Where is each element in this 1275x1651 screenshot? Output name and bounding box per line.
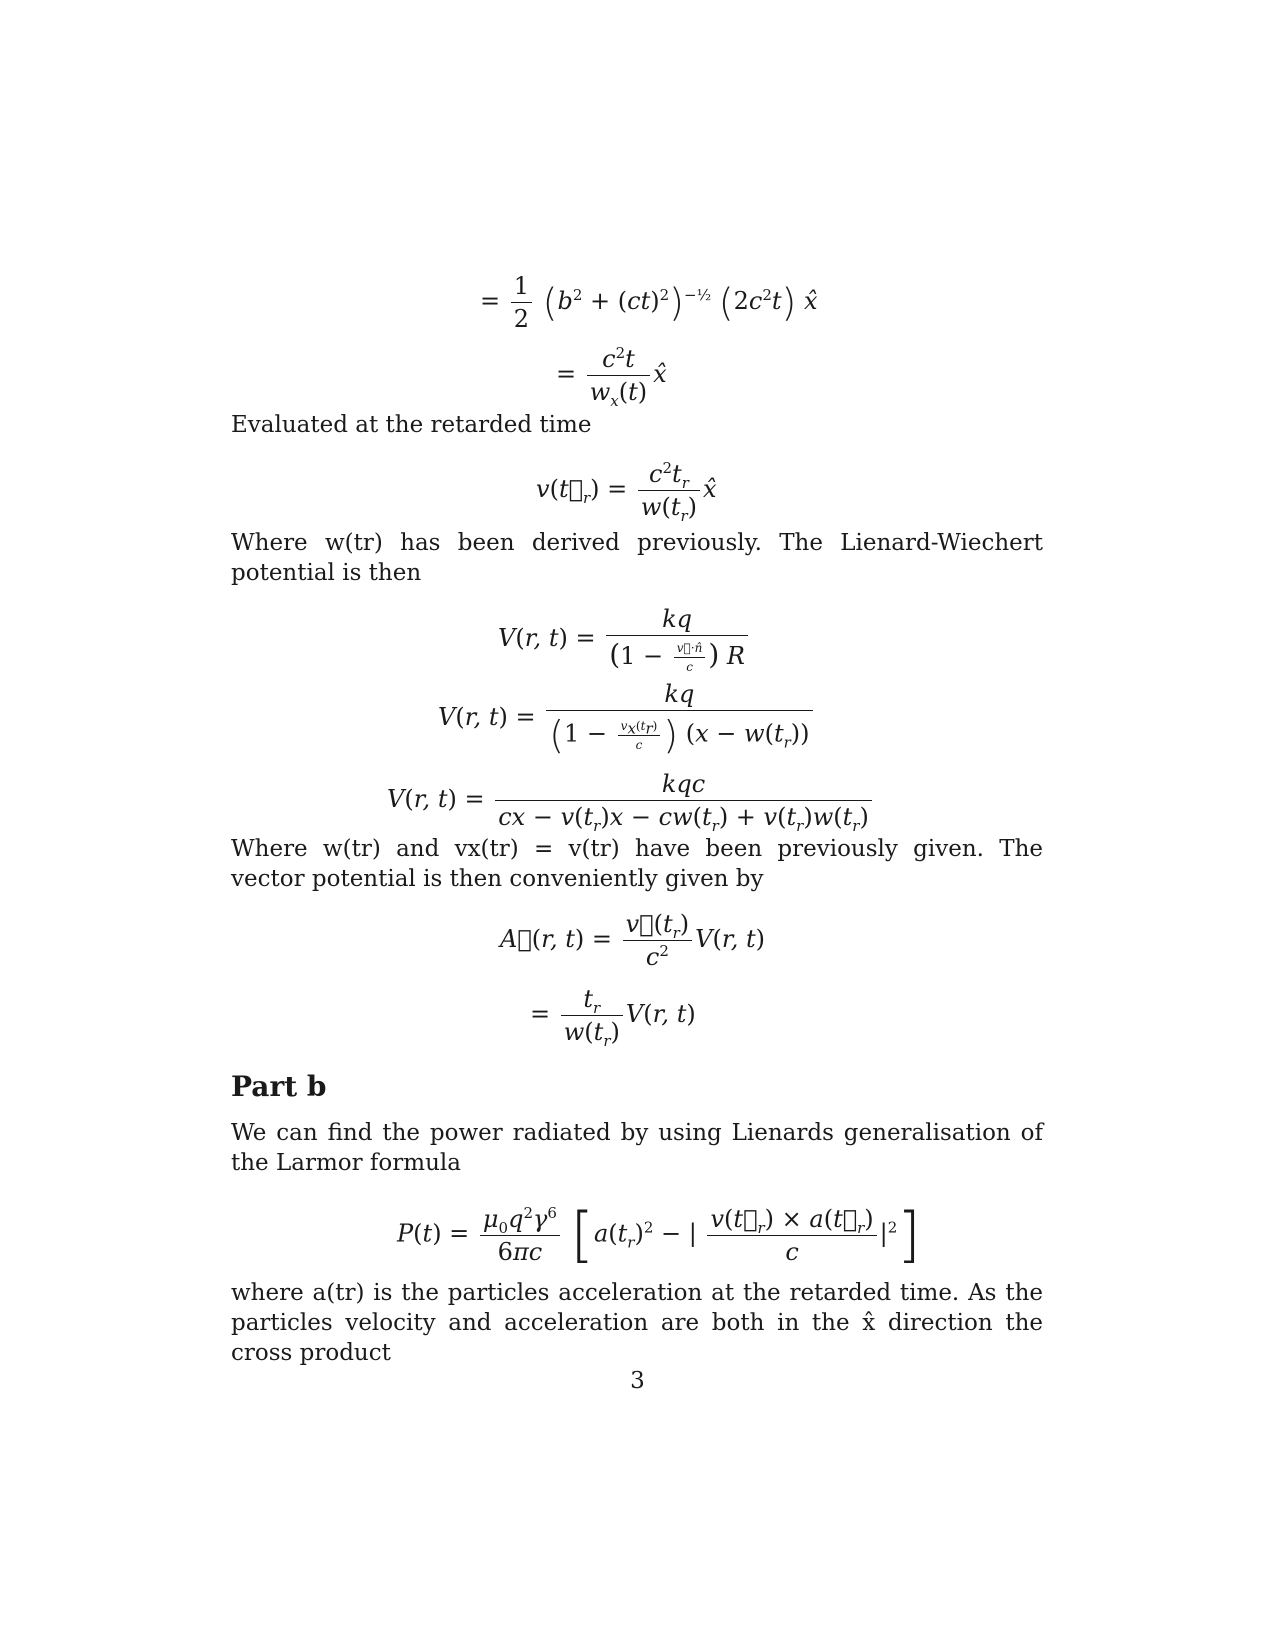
paragraph-vector-potential: Where w(tr) and vx(tr) = v(tr) have been previously given. The vector potential is then conveniently given by [231,836,1043,892]
equation-velocity-derivative: = $\frac{1}{2}$ $(b^2 + (ct)^2)^{-\frac{1}{2}}$ $(2c^2t)$ x̂ [480,272,818,333]
section-heading: Part b [231,1070,327,1103]
equation-velocity-retarded: $v(t⃗_r)$ = $\frac{c^2t_r}{w(t_r)}$ x̂ [536,459,717,525]
page-number: 3 [630,1368,645,1394]
paragraph-larmor: We can find the power radiated by using Lienards generalisation of the Larmor formula [231,1120,1043,1176]
paragraph-lienard-wiechert: Where w(tr) has been derived previously. The Lienard-Wiechert potential is then [231,530,1043,586]
equation-potential-general: V(r, t) = kq (1 − $\frac{v⃗\cdot n̂}{c}$ ) R [498,605,751,674]
paragraph-acceleration: where a(tr) is the particles acceleration at the retarded time. As the particles velocity and acceleration are both in the x̂ direction the cross product [231,1280,1043,1366]
equation-potential-final: V(r, t) = $\frac{\text{kqc}}{cx - v(t_r)x - cw(t_r) + v(t_r)w(t_r)}$ [387,770,875,831]
equation-velocity-simplified: = $\frac{c^2t}{w_x(t)}$ x̂ [556,344,667,410]
equation-power-radiated: P(t) = $\frac{\mu_0q^2\gamma^6}{6\pi c}$ [$a(t_r)^2$ − | $\frac{v(t⃗_r) \times a(t⃗_r)}{c}$ $|^2$] [397,1200,921,1270]
equation-vector-potential-simplified: = $\frac{t_r}{w(t_r)}$ V(r, t) [530,985,696,1050]
paragraph-retarded-time: Evaluated at the retarded time [231,412,592,438]
equation-potential-expanded: V(r, t) = kq (1 − $\frac{v_x(t_r)}{c}$ ) $(x - w(t_r))$ [438,680,816,757]
equation-vector-potential: A⃗(r, t) = $\frac{v⃗(t_r)}{c^2}$ V(r, t) [500,910,765,971]
